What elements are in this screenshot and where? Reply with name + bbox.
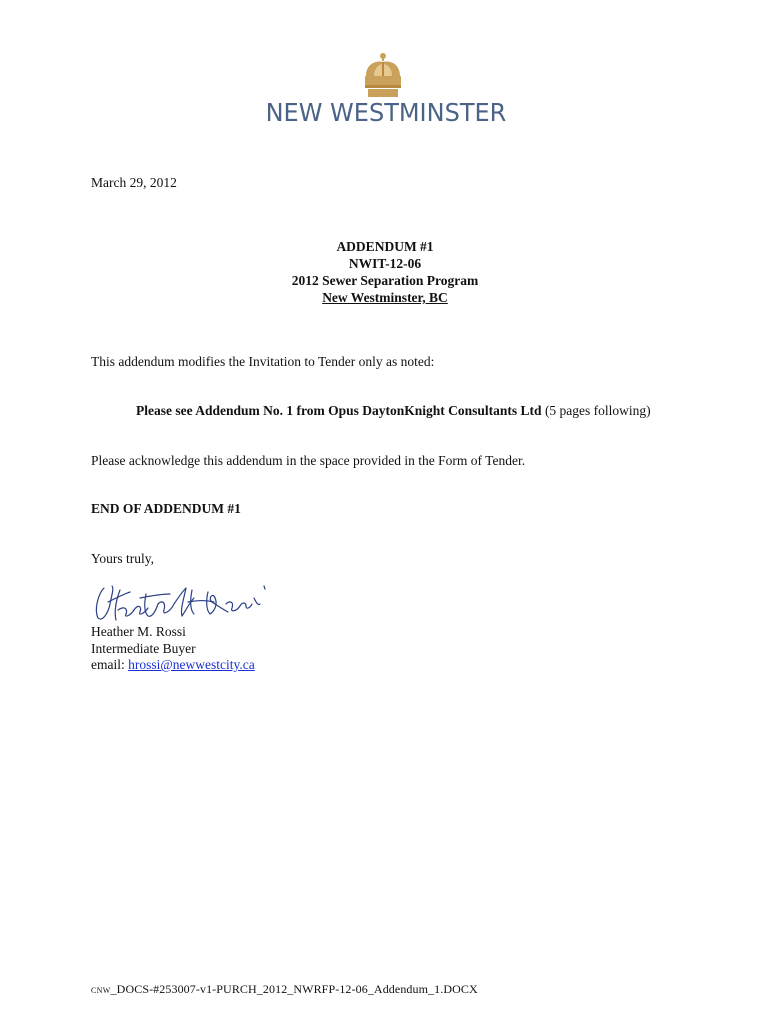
letter-date: March 29, 2012 bbox=[91, 175, 177, 190]
intro-paragraph: This addendum modifies the Invitation to Tender only as noted: bbox=[91, 354, 435, 369]
signature-block bbox=[91, 624, 255, 674]
document-reference bbox=[91, 982, 478, 997]
footer-file-ref: _DOCS-#253007-v1-PURCH_2012_NWRFP-12-06_Addendum_1.DOCX bbox=[110, 982, 478, 996]
note-paragraph bbox=[136, 403, 651, 419]
heading-line-3: 2012 Sewer Separation Program bbox=[291, 273, 479, 288]
footer-prefix: CNW bbox=[91, 986, 111, 995]
signer-email-line bbox=[91, 657, 255, 674]
signer-name: Heather M. Rossi bbox=[91, 624, 186, 639]
note-bold-text: Please see Addendum No. 1 from Opus DaytonKnight Consultants Ltd bbox=[136, 403, 542, 418]
handwritten-signature bbox=[90, 580, 270, 626]
logo-wordmark: NEW WESTMINSTER bbox=[265, 98, 507, 127]
crown-icon bbox=[362, 52, 404, 98]
end-of-addendum: END OF ADDENDUM #1 bbox=[91, 501, 241, 516]
closing-salutation: Yours truly, bbox=[91, 551, 155, 566]
addendum-heading bbox=[0, 238, 770, 306]
heading-line-2: NWIT-12-06 bbox=[348, 256, 422, 271]
acknowledge-paragraph: Please acknowledge this addendum in the space provided in the Form of Tender. bbox=[91, 453, 526, 468]
heading-line-1: ADDENDUM #1 bbox=[336, 239, 434, 254]
email-label: email: bbox=[91, 657, 129, 672]
note-normal-text: (5 pages following) bbox=[541, 403, 651, 418]
signer-title: Intermediate Buyer bbox=[91, 640, 196, 656]
email-link[interactable]: hrossi@newwestcity.ca bbox=[128, 657, 255, 672]
heading-line-4: New Westminster, BC bbox=[322, 290, 448, 305]
